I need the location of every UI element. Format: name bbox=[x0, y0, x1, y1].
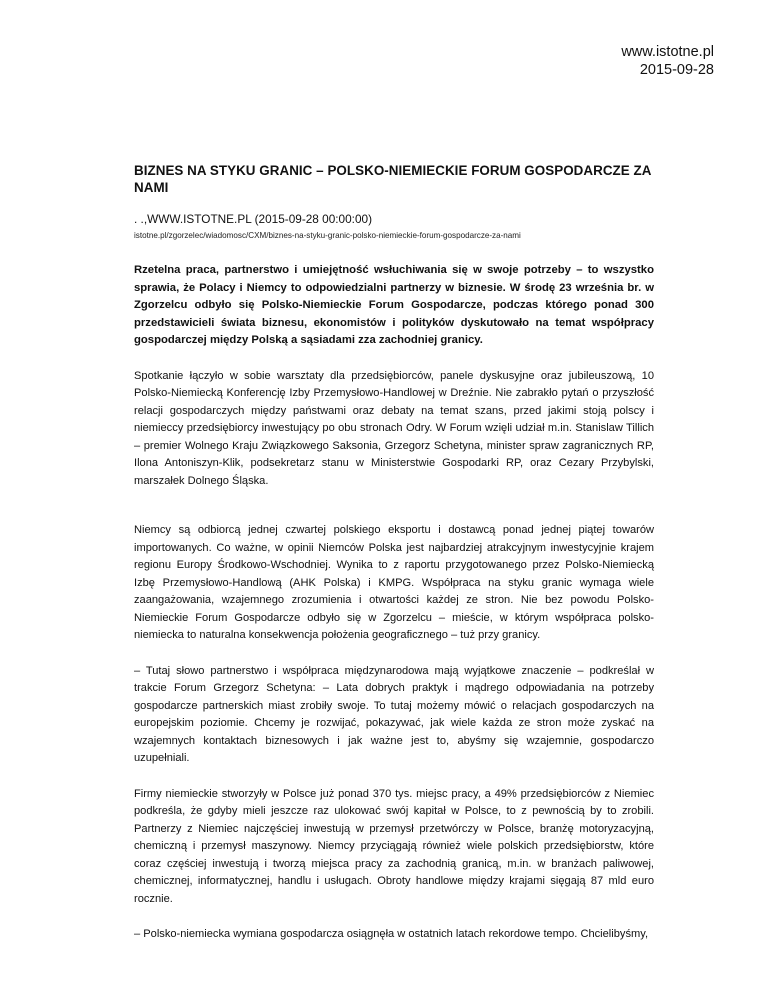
article-paragraph: Spotkanie łączyło w sobie warsztaty dla przedsiębiorców, panele dyskusyjne oraz jubileuszową, 10 Polsko-Niemiecką Konferencję Izby Przemysłowo-Handlowej w Dreźnie. Nie zabrakło pytań o przyszłość relacji gospodarczych między państwami oraz debaty na temat szans, przed jakimi stoją polscy i niemieccy przedsiębiorcy inwestujący po obu stronach Odry. W Forum wzięli udział m.in. Stanislaw Tillich – premier Wolnego Kraju Związkowego Saksonia, Grzegorz Schetyna, minister spraw zagranicznych RP, Ilona Antoniszyn-Klik, podsekretarz stanu w Ministerstwie Gospodarki RP, oraz Cezary Przybylski, marszałek Dolnego Śląska. bbox=[134, 369, 654, 487]
article-url: istotne.pl/zgorzelec/wiadomosc/CXM/biznes-na-styku-granic-polsko-niemieckie-forum-gospodarcze-za-nami bbox=[134, 231, 521, 240]
page-header bbox=[621, 43, 714, 79]
article-source: . .,WWW.ISTOTNE.PL (2015-09-28 00:00:00) bbox=[134, 212, 372, 226]
article-title: BIZNES NA STYKU GRANIC – POLSKO-NIEMIECKIE FORUM GOSPODARCZE ZA NAMI bbox=[134, 163, 651, 195]
article-paragraph: – Polsko-niemiecka wymiana gospodarcza osiągnęła w ostatnich latach rekordowe tempo. Chcielibyśmy, bbox=[134, 928, 649, 940]
article-lead: Rzetelna praca, partnerstwo i umiejętność wsłuchiwania się w swoje potrzeby – to wszystko sprawia, że Polacy i Niemcy to odpowiedzialni partnerzy w biznesie. W środę 23 września br. w Zgorzelcu odbyło się Polsko-Niemieckie Forum Gospodarcze, podczas którego ponad 300 przedstawicieli świata biznesu, ekonomistów i polityków dyskutowało na temat współpracy gospodarczej między Polską a sąsiadami zza zachodniej granicy. bbox=[134, 264, 654, 346]
site-name: www.istotne.pl bbox=[621, 44, 714, 60]
article-paragraph: Firmy niemieckie stworzyły w Polsce już ponad 370 tys. miejsc pracy, a 49% przedsiębiorców z Niemiec podkreśla, że gdyby mieli jeszcze raz ulokować swój kapitał w Polsce, to z pewnością by to zrobili. Partnerzy z Niemiec najczęściej inwestują w przemysł przetwórczy w Polsce, branżę motoryzacyjną, chemiczną i przemysł maszynowy. Niemcy przyciągają również wiele polskich przedsiębiorstw, które coraz częściej inwestują i tworzą miejsca pracy za zachodnią granicą, m.in. w branżach paliwowej, chemicznej, informatycznej, handlu i usługach. Obroty handlowe między krajami sięgają 87 mld euro rocznie. bbox=[134, 787, 654, 905]
article bbox=[134, 162, 654, 962]
article-paragraph: – Tutaj słowo partnerstwo i współpraca międzynarodowa mają wyjątkowe znaczenie – podkreślał w trakcie Forum Grzegorz Schetyna: – Lata dobrych praktyk i mądrego odpowiadania na potrzeby gospodarcze partnerskich miast zrobiły swoje. To tutaj możemy mówić o relacjach gospodarczych na europejskim poziomie. Chcemy je rozwijać, pokazywać, jak wiele każda ze stron może zyskać na wzajemnych kontaktach biznesowych i jak ważne jest to, abyśmy się wzajemnie, gospodarczo uzupełniali. bbox=[134, 664, 654, 764]
article-paragraph: Niemcy są odbiorcą jednej czwartej polskiego eksportu i dostawcą ponad jednej piątej towarów importowanych. Co ważne, w opinii Niemców Polska jest najbardziej atrakcyjnym inwestycyjnie krajem regionu Europy Środkowo-Wschodniej. Wynika to z raportu przygotowanego przez Polsko-Niemiecką Izbę Przemysłowo-Handlową (AHK Polska) i KMPG. Współpraca na styku granic wymaga wiele zaangażowania, wzajemnego zrozumienia i otwartości każdej ze stron. Nie bez powodu Polsko-Niemieckie Forum Gospodarcze odbyło się w Zgorzelcu – mieście, w którym współpraca polsko-niemiecka to naturalna konsekwencja położenia geograficznego – tuż przy granicy. bbox=[134, 524, 654, 641]
header-date: 2015-09-28 bbox=[639, 62, 714, 78]
